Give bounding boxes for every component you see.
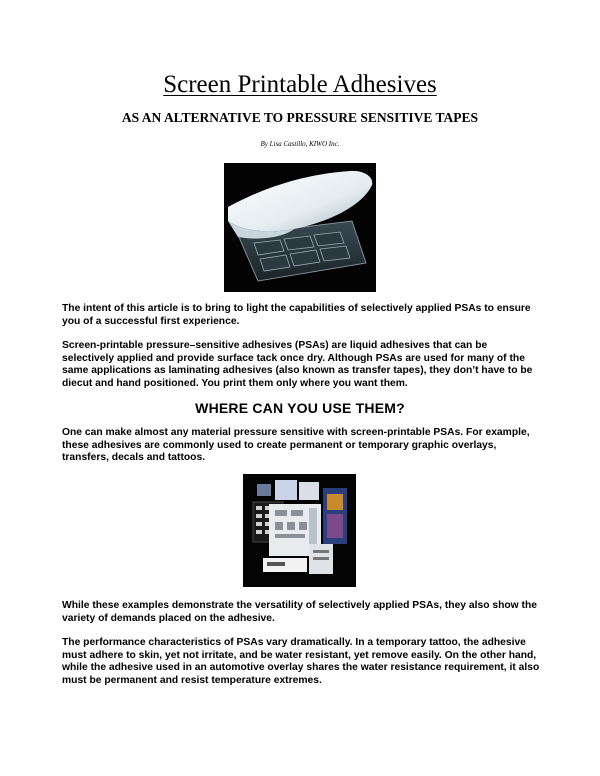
versatility-paragraph: While these examples demonstrate the versatility of selectively applied PSAs, they also show the variety of demands placed on the adhesive.	[62, 600, 537, 624]
adhesive-sheet-illustration	[224, 163, 376, 292]
graphic-overlays-illustration	[243, 474, 356, 587]
section-heading: WHERE CAN YOU USE THEM?	[195, 400, 405, 416]
graphic-overlays-photo	[243, 474, 356, 587]
adhesive-sheet-photo	[224, 163, 376, 292]
intro-paragraph: The intent of this article is to bring to light the capabilities of selectively applied PSAs to ensure you of a successful first experience.	[62, 303, 531, 327]
article-title-text: Screen Printable Adhesives	[163, 71, 437, 98]
article-title	[0, 70, 600, 100]
definition-paragraph: Screen-printable pressure–sensitive adhesives (PSAs) are liquid adhesives that can be selectively applied and provide surface tack once dry. Although PSAs are used for many of the same applications as laminating adhesives (also known as transfer tapes), they don’t have to be diecut and hand positioned. You print them only where you want them.	[62, 340, 533, 389]
performance-paragraph: The performance characteristics of PSAs vary dramatically. In a temporary tattoo, the adhesive must adhere to skin, yet not irritate, and be water resistant, yet remove easily. On the other hand, while the adhesive used in an automotive overlay shares the water resistance requirement, it also must be permanent and resist temperature extremes.	[62, 637, 540, 686]
article-subtitle: AS AN ALTERNATIVE TO PRESSURE SENSITIVE TAPES	[121, 110, 479, 125]
uses-paragraph: One can make almost any material pressure sensitive with screen-printable PSAs. For example, these adhesives are commonly used to create permanent or temporary graphic overlays, transfers, decals and tattoos.	[62, 427, 530, 464]
author-byline: By Lisa Castillo, KIWO Inc.	[260, 140, 340, 148]
